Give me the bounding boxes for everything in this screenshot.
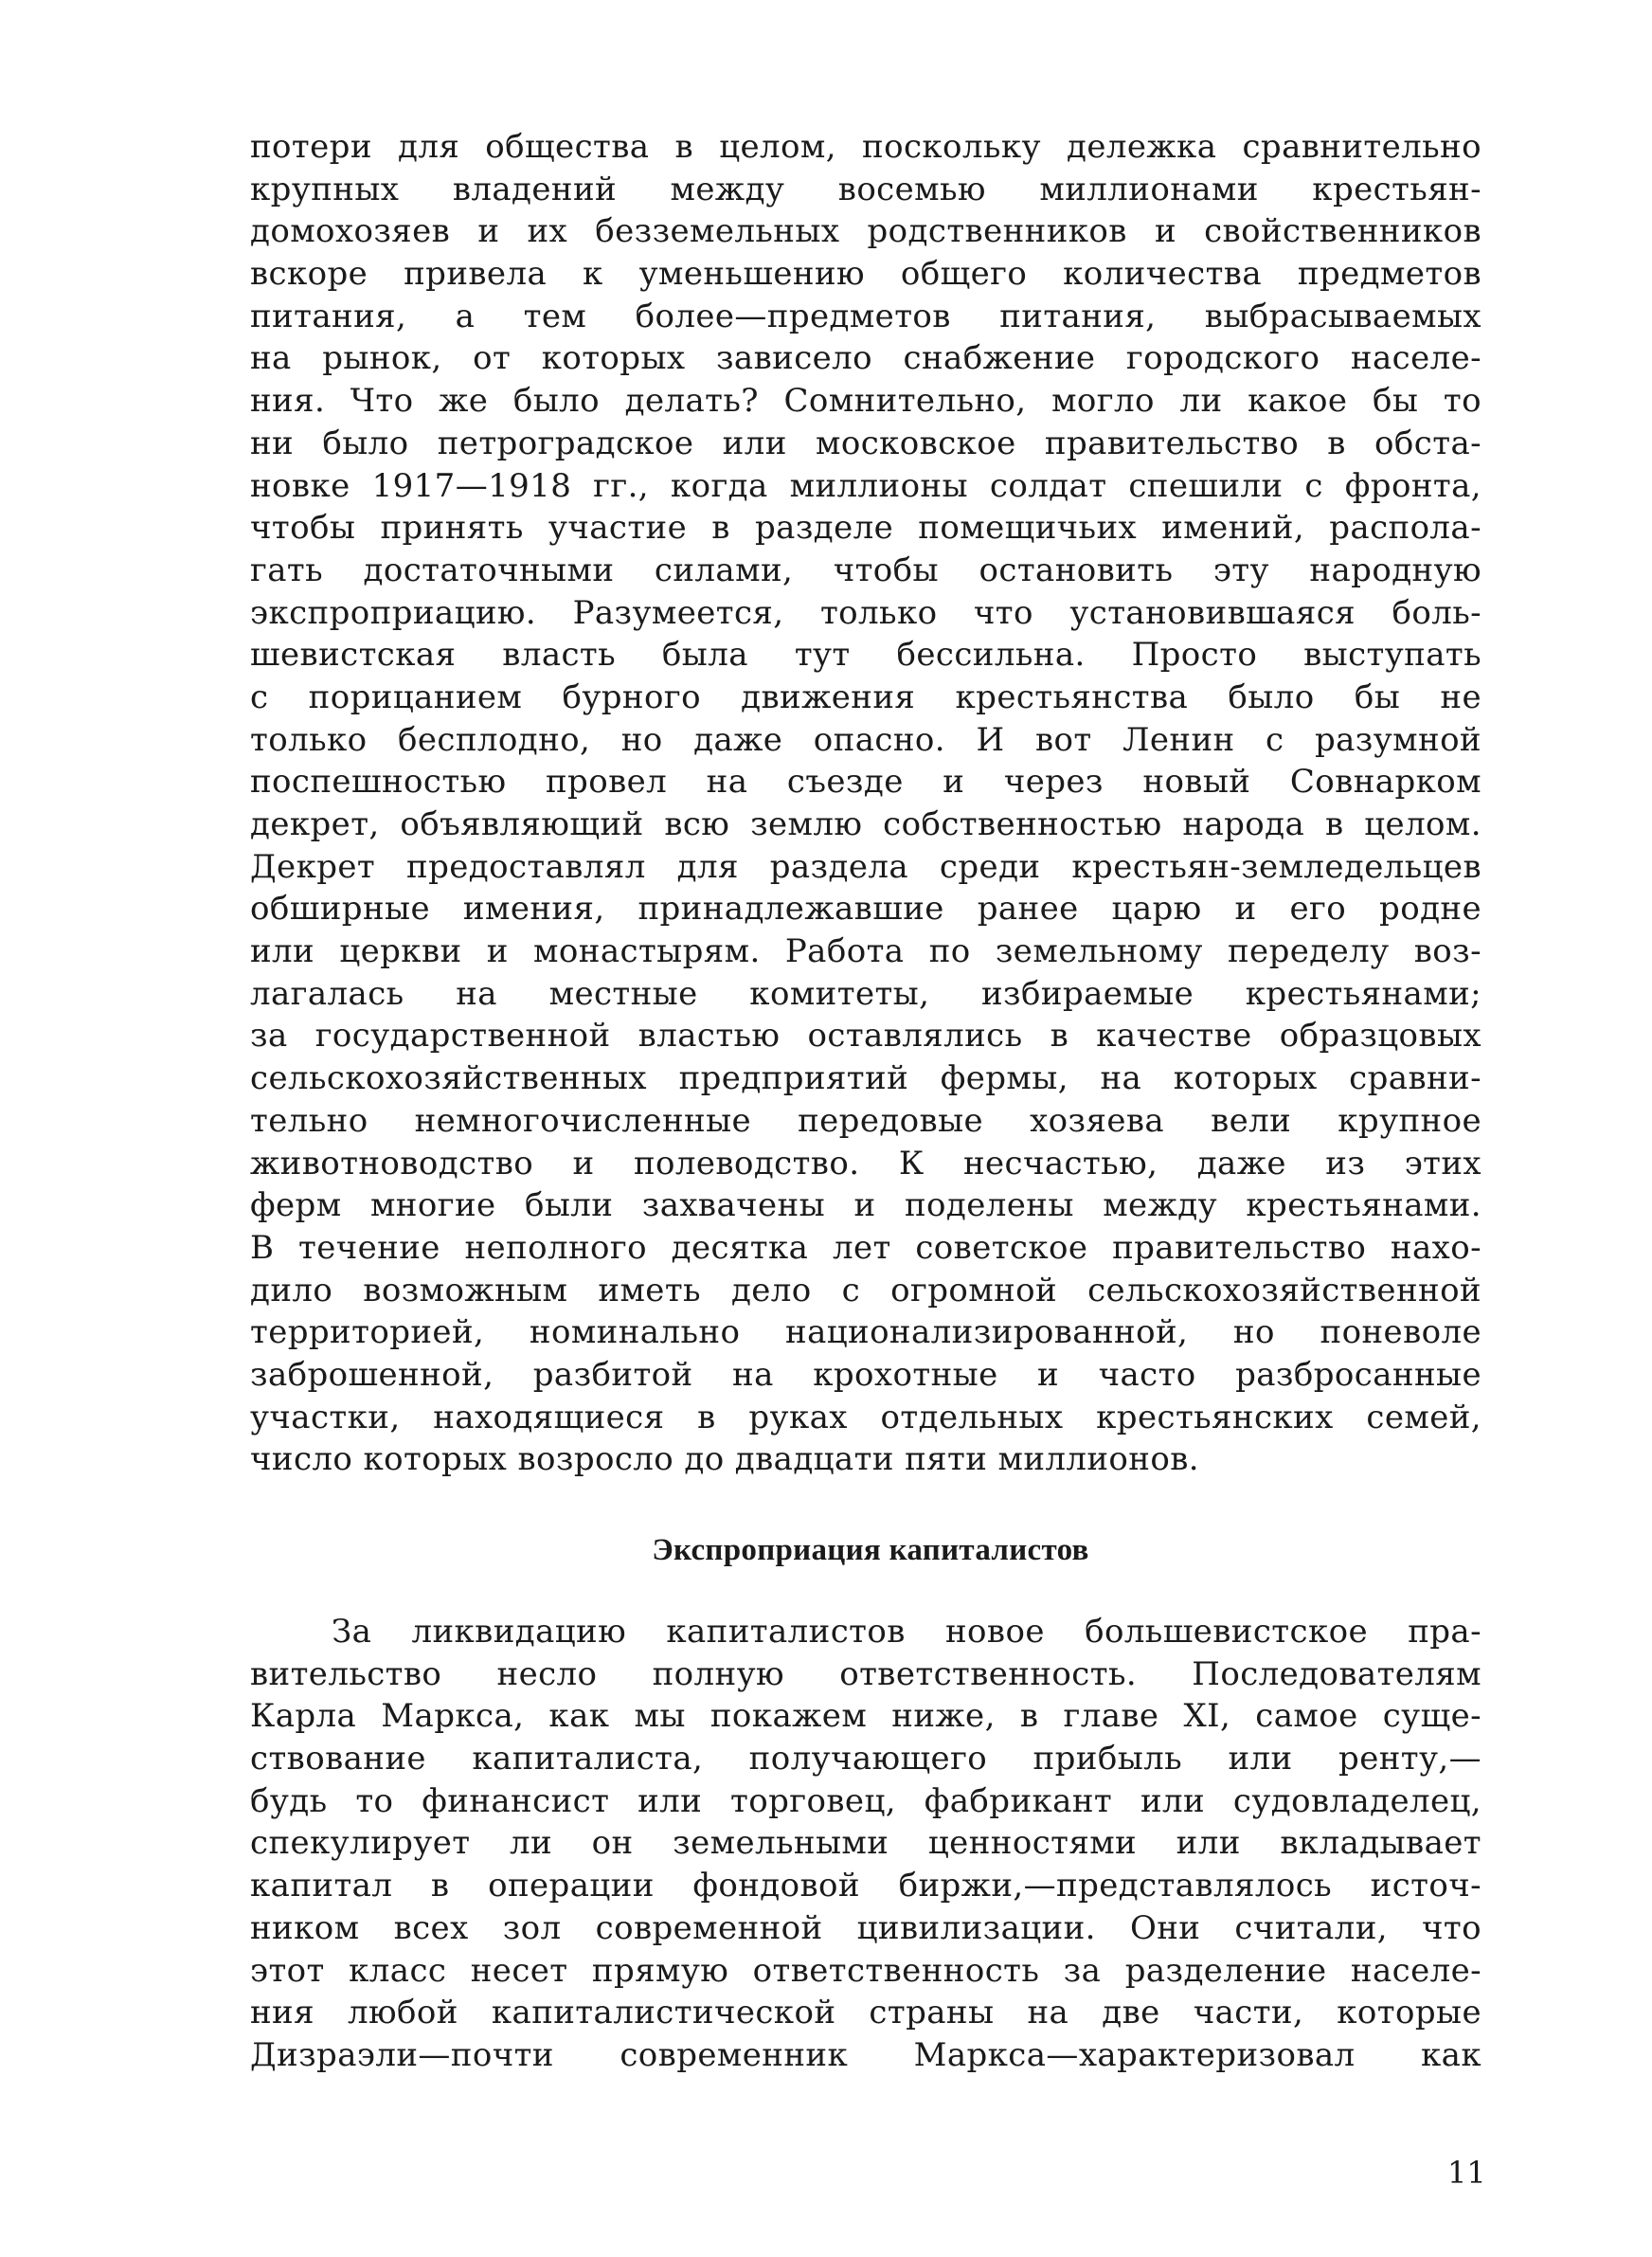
text-line: животноводство и полеводство. К несчастью, даже из этих (250, 1144, 1481, 1183)
text-line: заброшенной, разбитой на крохотные и часто разбросанные (250, 1355, 1481, 1394)
text-line: поспешностью провел на съезде и через новый Совнарком (250, 763, 1481, 802)
text-line: вительство несло полную ответственность. Последователям (250, 1654, 1481, 1693)
text-line: За ликвидацию капиталистов новое большевистское пра- (332, 1613, 1481, 1651)
text-line: спекулирует ли он земельными ценностями или вкладывает (250, 1824, 1481, 1863)
text-line: экспроприацию. Разумеется, только что установившаяся боль- (250, 593, 1481, 632)
text-line: дило возможным иметь дело с огромной сельскохозяйственной (250, 1271, 1481, 1309)
paragraph-land-decree (250, 126, 1481, 1481)
text-line: за государственной властью оставлялись в качестве образцовых (250, 1017, 1481, 1056)
text-line: или церкви и монастырям. Работа по земельному переделу воз- (250, 932, 1481, 971)
text-line: ния любой капиталистической страны на две части, которые (250, 1994, 1481, 2032)
text-line: декрет, объявляющий всю землю собственностью народа в целом. (250, 805, 1481, 843)
text-line: домохозяев и их безземельных родственников и свойственников (250, 212, 1481, 251)
text-line: ферм многие были захвачены и поделены между крестьянами. (250, 1186, 1481, 1225)
text-line: только бесплодно, но даже опасно. И вот Ленин с разумной (250, 720, 1481, 759)
text-line: ни было петроградское или московское правительство в обста- (250, 424, 1481, 462)
text-line: число которых возросло до двадцати пяти миллионов. (250, 1440, 1199, 1479)
text-line: крупных владений между восемью миллионами крестьян- (250, 170, 1481, 208)
text-line: сельскохозяйственных предприятий фермы, на которых сравни- (250, 1059, 1481, 1098)
text-line: тельно немногочисленные передовые хозяева вели крупное (250, 1101, 1481, 1140)
page-number: 11 (1447, 2155, 1486, 2191)
text-line: Карла Маркса, как мы покажем ниже, в главе XI, самое суще- (250, 1697, 1481, 1736)
text-line: ния. Что же было делать? Сомнительно, могло ли какое бы то (250, 382, 1481, 421)
text-line: будь то финансист или торговец, фабрикант или судовладелец, (250, 1781, 1481, 1820)
text-line: ствование капиталиста, получающего прибыль или ренту,— (250, 1740, 1481, 1779)
text-line: гать достаточными силами, чтобы остановить эту народную (250, 551, 1481, 589)
text-line: чтобы принять участие в разделе помещичьих имений, распола- (250, 509, 1481, 548)
text-line: этот класс несет прямую ответственность за разделение населе- (250, 1951, 1481, 1990)
text-line: Дизраэли—почти современник Маркса—характеризовал как (250, 2035, 1481, 2074)
text-line: лагалась на местные комитеты, избираемые крестьянами; (250, 974, 1481, 1013)
text-line: территорией, номинально национализированной, но поневоле (250, 1313, 1481, 1352)
text-line: шевистская власть была тут бессильна. Просто выступать (250, 636, 1481, 675)
text-line: Декрет предоставлял для раздела среди крестьян-земледельцев (250, 847, 1481, 886)
text-line: питания, а тем более—предметов питания, выбрасываемых (250, 297, 1481, 335)
text-line: с порицанием бурного движения крестьянства было бы не (250, 677, 1481, 716)
text-line: В течение неполного десятка лет советское правительство нахо- (250, 1228, 1481, 1267)
text-line: капитал в операции фондовой биржи,—представлялось источ- (250, 1867, 1481, 1905)
text-line: участки, находящиеся в руках отдельных крестьянских семей, (250, 1398, 1481, 1436)
text-line: ником всех зол современной цивилизации. Они считали, что (250, 1908, 1481, 1947)
text-line: новке 1917—1918 гг., когда миллионы солдат спешили с фронта, (250, 466, 1481, 505)
text-line: потери для общества в целом, поскольку дележка сравнительно (250, 128, 1481, 166)
text-line: вскоре привела к уменьшению общего количества предметов (250, 255, 1481, 294)
paragraph-expropriation (250, 1611, 1481, 2077)
section-heading: Экспроприация капиталистов (652, 1533, 1089, 1567)
text-line: на рынок, от которых зависело снабжение городского населе- (250, 339, 1481, 378)
text-line: обширные имения, принадлежавшие ранее царю и его родне (250, 890, 1481, 929)
